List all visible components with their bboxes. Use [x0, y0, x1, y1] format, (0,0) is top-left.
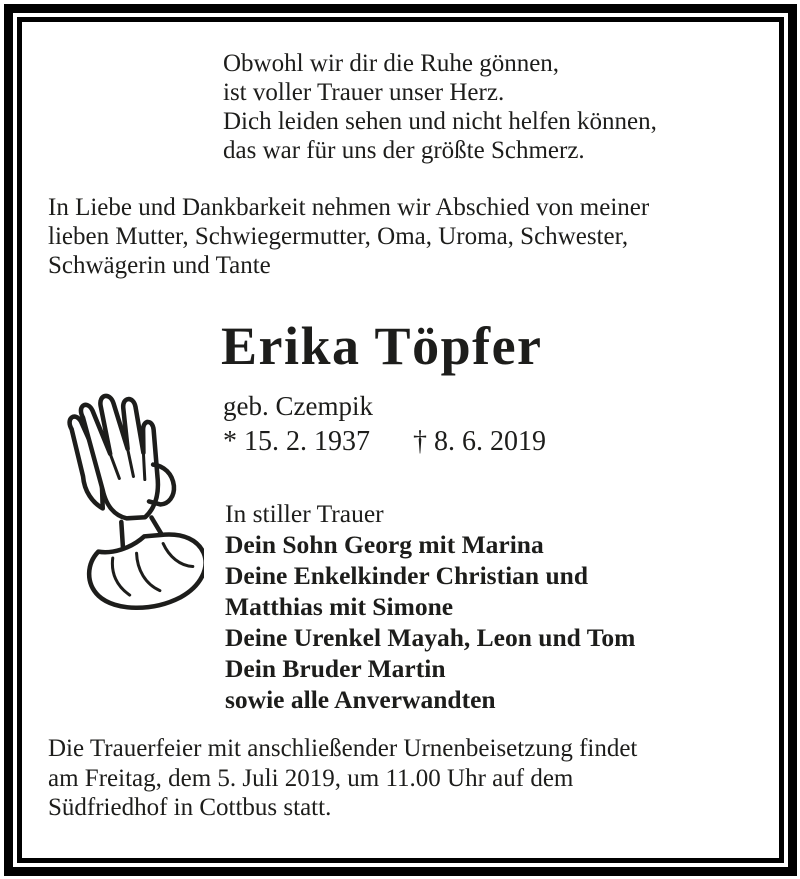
mourning-intro: In stiller Trauer	[225, 499, 384, 528]
mourner-line: Matthias mit Simone	[225, 592, 454, 621]
inner-border	[17, 17, 784, 863]
quote-line: Obwohl wir dir die Ruhe gönnen,	[223, 50, 560, 77]
funeral-line: Die Trauerfeier mit anschließender Urnenbeisetzung findet	[48, 735, 638, 762]
death-date: † 8. 6. 2019	[413, 426, 546, 457]
life-dates	[223, 425, 546, 458]
outer-border	[4, 4, 797, 876]
praying-hands-icon	[52, 382, 204, 624]
mourner-line: Dein Bruder Martin	[225, 654, 446, 683]
intro-line: Schwägerin und Tante	[48, 252, 271, 279]
quote-line: das war für uns der größte Schmerz.	[223, 137, 585, 164]
mourner-line: Dein Sohn Georg mit Marina	[225, 530, 544, 559]
quote-line: Dich leiden sehen und nicht helfen können,	[223, 108, 657, 135]
mourning-signatures	[225, 498, 635, 715]
quote-line: ist voller Trauer unser Herz.	[223, 79, 505, 106]
obituary-content	[22, 22, 779, 858]
mourner-line: Deine Enkelkinder Christian und	[225, 561, 589, 590]
farewell-text	[48, 193, 649, 280]
birth-date: * 15. 2. 1937	[223, 426, 370, 457]
deceased-name: Erika Töpfer	[221, 316, 543, 376]
maiden-name: geb. Czempik	[223, 391, 373, 421]
funeral-line: Südfriedhof in Cottbus statt.	[48, 794, 332, 821]
funeral-line: am Freitag, dem 5. Juli 2019, um 11.00 Uhr auf dem	[48, 764, 574, 792]
intro-line: lieben Mutter, Schwiegermutter, Oma, Uroma, Schwester,	[48, 223, 629, 250]
mourner-line: Deine Urenkel Mayah, Leon und Tom	[225, 623, 636, 652]
mourner-line: sowie alle Anverwandten	[225, 685, 496, 714]
funeral-details	[48, 734, 637, 823]
memorial-verse	[223, 49, 657, 165]
intro-line: In Liebe und Dankbarkeit nehmen wir Abschied von meiner	[48, 194, 650, 221]
